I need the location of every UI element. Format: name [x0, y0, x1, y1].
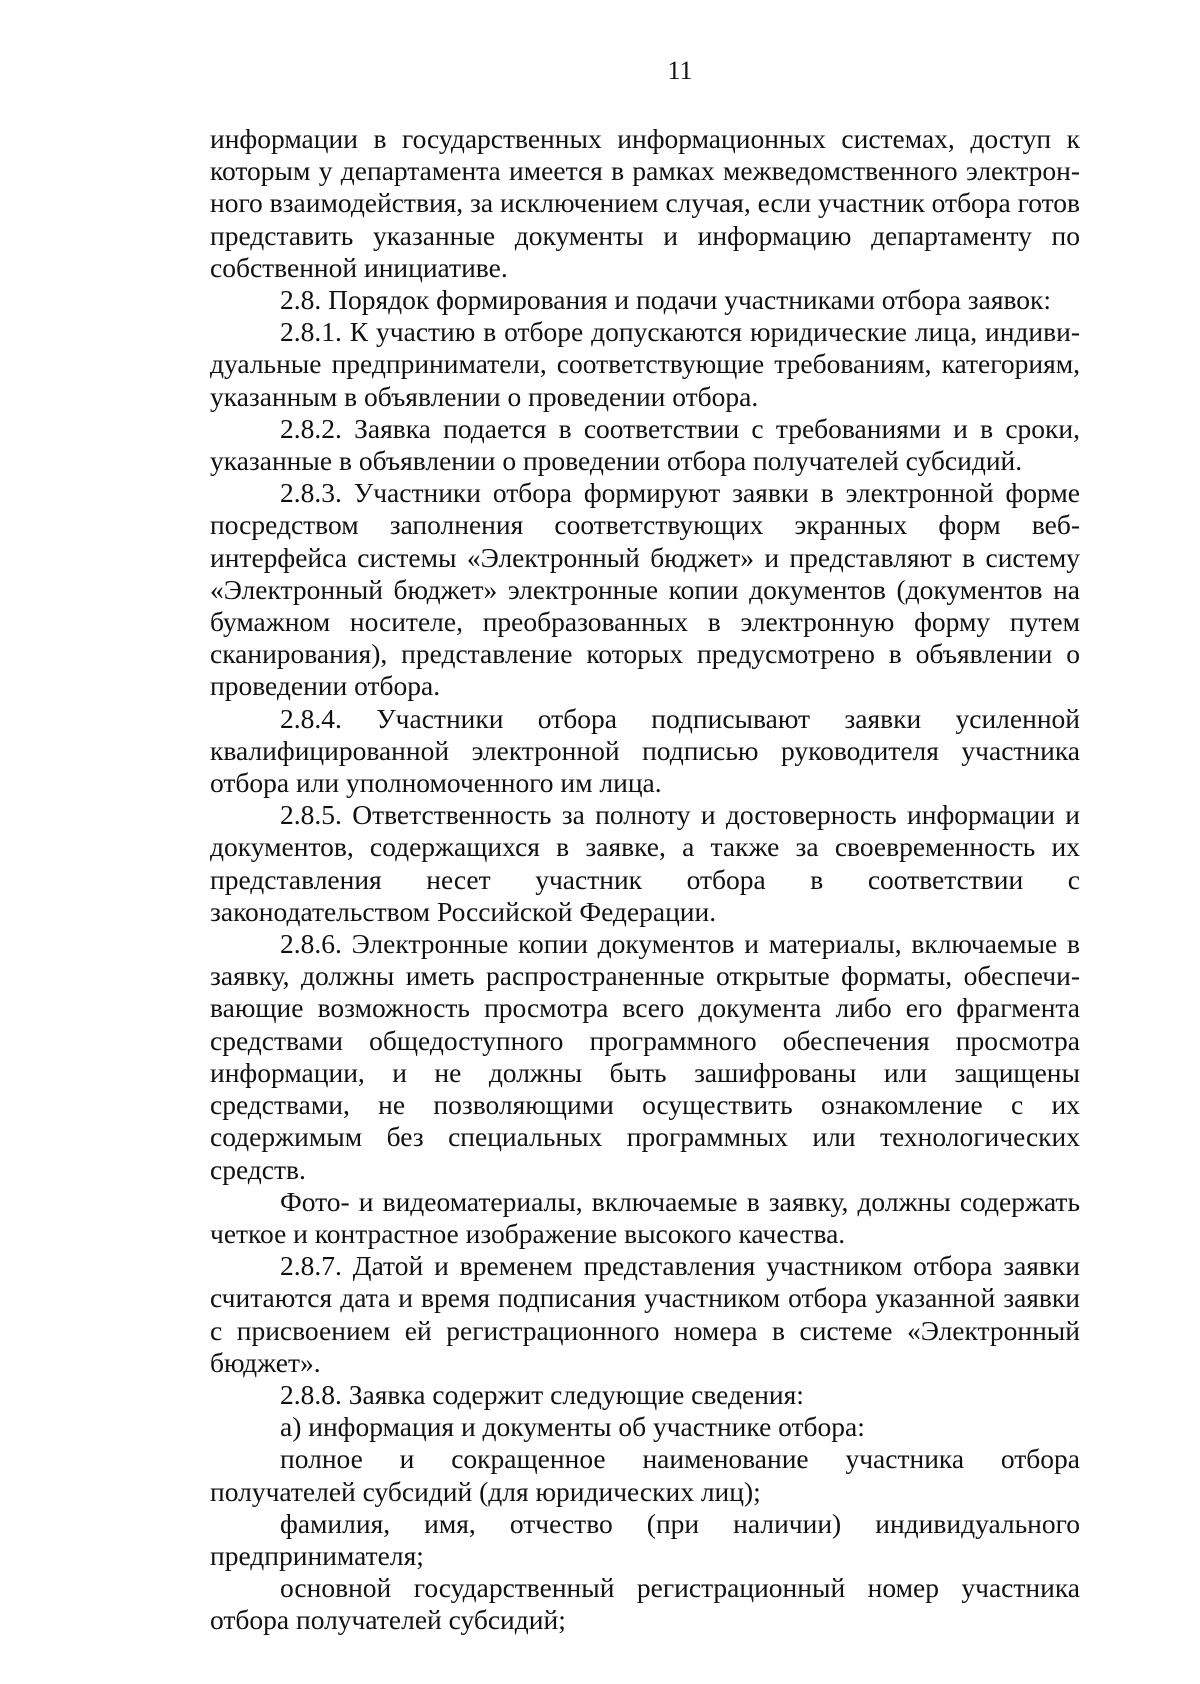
paragraph-full-name: полное и сокращенное наименование участника отбора получателей субсидий (для юридических лиц);: [210, 1443, 1080, 1507]
paragraph-2-8-3: 2.8.3. Участники отбора формируют заявки в электронной форме посредством заполнения соответствующих экранных форм веб-интерфейса системы «Электронный бюджет» и представляют в систему «Электронный бюджет» электронные копии документов (документов на бумажном носителе, преобразованных в электронную форму путем сканирования), представление которых предусмотрено в объявлении о проведении отбора.: [210, 477, 1080, 702]
paragraph-2-8-2: 2.8.2. Заявка подается в соответствии с требованиями и в сроки, указанные в объявлении о проведении отбора получателей субсидий.: [210, 412, 1080, 477]
paragraph-photo-video: Фото- и видеоматериалы, включаемые в заявку, должны содержать четкое и контрастное изображение высокого качества.: [210, 1185, 1080, 1249]
paragraph-item-a: а) информация и документы об участнике отбора:: [280, 1411, 865, 1443]
paragraph-2-8-5: 2.8.5. Ответственность за полноту и достоверность информации и документов, содержащихся в заявке, а также за своевременность их представления несет участник отбора в соответствии с законодательством Российской Федерации.: [210, 799, 1080, 927]
paragraph-fio: фамилия, имя, отчество (при наличии) индивидуального предпринимателя;: [210, 1507, 1080, 1571]
paragraph-2-8-6: 2.8.6. Электронные копии документов и материалы, включаемые в заявку, должны иметь распространенные открытые форматы, обеспечивающие возможность просмотра всего документа либо его фрагмента средствами общедоступного программного обеспечения просмотра информации, и не должны быть зашифрованы или защищены средствами, не позволяющими осуществить ознакомление с их содержимым без специальных программных или технологических средств.: [210, 928, 1080, 1185]
page-number: 11: [667, 56, 693, 85]
document-body: [210, 123, 1080, 1637]
paragraph-2-8-8: 2.8.8. Заявка содержит следующие сведения:: [280, 1378, 804, 1410]
paragraph-2-8: 2.8. Порядок формирования и подачи участниками отбора заявок:: [280, 284, 1052, 316]
paragraph-2-8-1: 2.8.1. К участию в отборе допускаются юридические лица, индивидуальные предприниматели, соответствующие требованиям, категориям, указанным в объявлении о проведении отбора.: [210, 316, 1080, 412]
paragraph-2-8-4: 2.8.4. Участники отбора подписывают заявки усиленной квалифицированной электронной подписью руководителя участника отбора или уполномоченного им лица.: [210, 702, 1080, 799]
paragraph-2-8-7: 2.8.7. Датой и временем представления участником отбора заявки считаются дата и время подписания участником отбора указанной заявки с присвоением ей регистрационного номера в системе «Электронный бюджет».: [210, 1250, 1080, 1378]
paragraph-info-systems: информации в государственных информационных системах, доступ к которым у департамента имеется в рамках межведомственного электронного взаимодействия, за исключением случая, если участник отбора готов представить указанные документы и информацию департаменту по собственной инициативе.: [210, 123, 1081, 283]
paragraph-ogrn: основной государственный регистрационный номер участника отбора получателей субсидий;: [210, 1572, 1080, 1636]
